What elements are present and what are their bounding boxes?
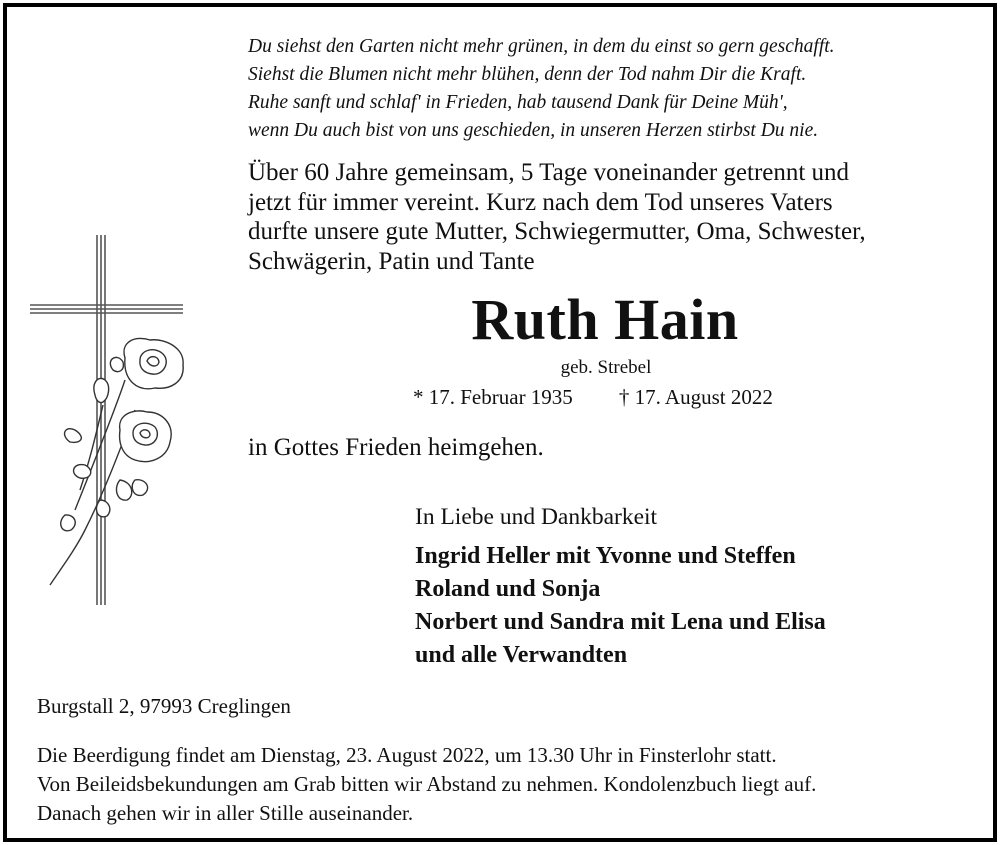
intro-line: Über 60 Jahre gemeinsam, 5 Tage voneinander getrennt und: [248, 159, 850, 186]
funeral-line: Die Beerdigung findet am Dienstag, 23. August 2022, um 13.30 Uhr in Finsterlohr statt.: [37, 743, 777, 767]
mourner-line: und alle Verwandten: [415, 642, 628, 668]
death-date: † 17. August 2022: [618, 385, 773, 409]
poem-line: Siehst die Blumen nicht mehr blühen, denn der Tod nahm Dir die Kraft.: [248, 64, 807, 85]
birth-name: geb. Strebel: [560, 357, 652, 378]
birth-date: * 17. Februar 1935: [413, 385, 573, 409]
poem-block: [248, 33, 835, 145]
funeral-line: Von Beileidsbekundungen am Grab bitten wir Abstand zu nehmen. Kondolenzbuch liegt auf.: [37, 772, 817, 796]
poem-line: wenn Du auch bist von uns geschieden, in unseren Herzen stirbst Du nie.: [248, 120, 819, 141]
thanks-line: In Liebe und Dankbarkeit: [415, 504, 658, 530]
intro-line: durfte unsere gute Mutter, Schwiegermutter, Oma, Schwester,: [248, 218, 866, 245]
funeral-line: Danach gehen wir in aller Stille auseinander.: [37, 801, 414, 825]
intro-line: Schwägerin, Patin und Tante: [248, 247, 535, 275]
poem-line: Du siehst den Garten nicht mehr grünen, in dem du einst so gern geschafft.: [248, 36, 835, 57]
intro-paragraph: [248, 158, 866, 276]
funeral-info: [37, 741, 816, 828]
deceased-name: Ruth Hain: [471, 287, 739, 352]
mourner-line: Ingrid Heller mit Yvonne und Steffen: [415, 543, 796, 569]
life-dates: [413, 384, 773, 410]
address: Burgstall 2, 97993 Creglingen: [37, 694, 291, 718]
peace-line: in Gottes Frieden heimgehen.: [248, 434, 544, 461]
poem-line: Ruhe sanft und schlaf' in Frieden, hab tausend Dank für Deine Müh',: [248, 92, 788, 113]
mourners-list: [415, 540, 826, 672]
cross-with-roses-icon: [25, 230, 190, 610]
mourner-line: Roland und Sonja: [415, 576, 601, 602]
mourner-line: Norbert und Sandra mit Lena und Elisa: [415, 609, 826, 635]
intro-line: jetzt für immer vereint. Kurz nach dem Tod unseres Vaters: [248, 188, 833, 216]
